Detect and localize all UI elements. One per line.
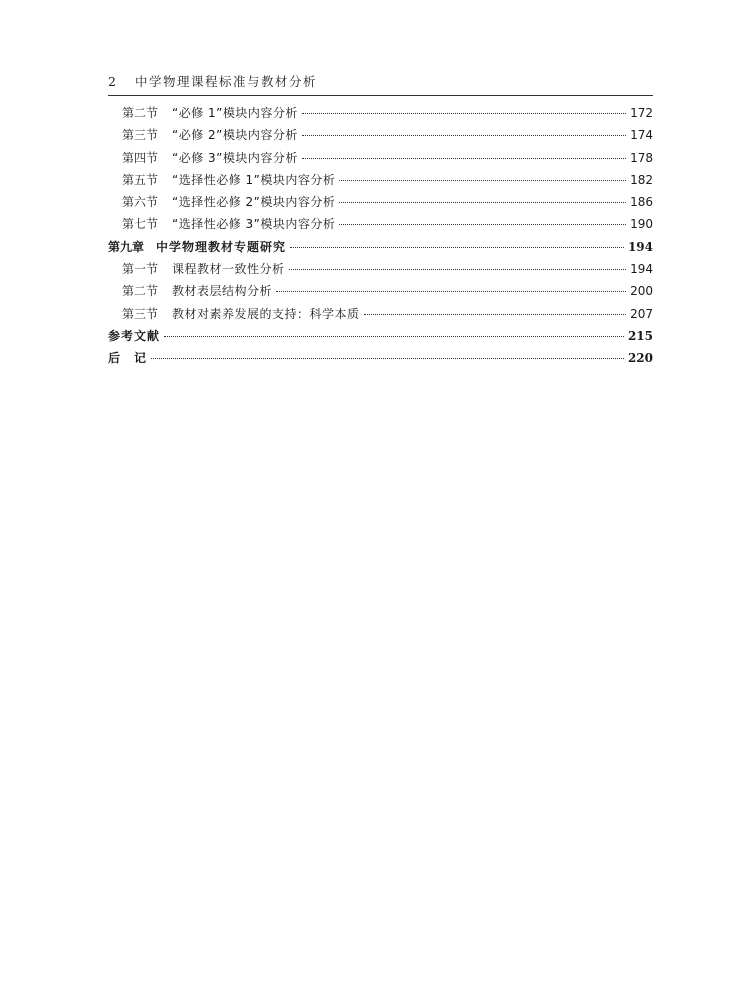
header-book-title: 中学物理课程标准与教材分析 — [134, 74, 317, 89]
toc-section-entry — [108, 282, 653, 304]
toc-entry-label — [122, 126, 298, 143]
running-header — [108, 72, 653, 92]
toc-entry-page: 194 — [630, 262, 653, 277]
toc-entry-number: 第七节 — [122, 217, 159, 232]
toc-leader-dots — [339, 202, 626, 203]
toc-entry-label — [122, 215, 335, 232]
toc-entry-title: “选择性必修 1”模块内容分析 — [172, 172, 336, 187]
toc-entry-label — [122, 104, 298, 121]
toc-entry-label — [122, 305, 360, 322]
toc-leader-dots — [302, 158, 626, 159]
toc-entry-label — [108, 349, 147, 366]
table-of-contents — [108, 104, 653, 372]
toc-section-entry — [108, 260, 653, 282]
toc-entry-title: “选择性必修 2”模块内容分析 — [172, 195, 336, 210]
toc-entry-title: “必修 2”模块内容分析 — [172, 128, 298, 143]
toc-leader-dots — [290, 247, 624, 248]
toc-section-entry — [108, 171, 653, 193]
toc-entry-number: 第六节 — [122, 195, 159, 210]
toc-entry-label — [108, 238, 286, 255]
toc-entry-number: 第九章 — [108, 239, 145, 254]
header-rule — [108, 95, 653, 96]
toc-entry-label — [122, 282, 272, 299]
header-page-number: 2 — [108, 74, 118, 89]
toc-section-entry — [108, 215, 653, 237]
toc-leader-dots — [276, 291, 626, 292]
toc-entry-page: 186 — [630, 195, 653, 210]
toc-section-entry — [108, 193, 653, 215]
toc-entry-title: 课程教材一致性分析 — [172, 262, 285, 277]
toc-entry-number: 第三节 — [122, 128, 159, 143]
toc-leader-dots — [339, 180, 626, 181]
toc-section-entry — [108, 149, 653, 171]
toc-entry-page: 220 — [627, 351, 653, 366]
toc-leader-dots — [289, 269, 627, 270]
toc-entry-page: 190 — [630, 217, 653, 232]
toc-entry-page: 172 — [630, 106, 653, 120]
toc-leader-dots — [164, 336, 624, 337]
toc-entry-label — [122, 260, 285, 277]
toc-entry-page: 207 — [630, 306, 653, 321]
toc-entry-number: 第五节 — [122, 172, 159, 187]
toc-entry-label — [122, 193, 335, 210]
toc-entry-page: 174 — [630, 128, 653, 143]
toc-chapter-entry — [108, 238, 653, 260]
toc-entry-number: 第三节 — [122, 306, 159, 321]
toc-entry-label — [108, 327, 160, 344]
toc-section-entry — [108, 126, 653, 148]
toc-entry-title: “必修 3”模块内容分析 — [172, 150, 298, 165]
toc-entry-title: 中学物理教材专题研究 — [156, 239, 287, 254]
toc-entry-page: 194 — [627, 239, 653, 254]
toc-entry-label — [122, 171, 335, 188]
toc-entry-page: 182 — [630, 172, 653, 187]
toc-entry-title: 参考文献 — [108, 328, 161, 343]
toc-leader-dots — [302, 113, 626, 114]
toc-leader-dots — [302, 135, 626, 136]
toc-entry-page: 215 — [627, 328, 653, 343]
toc-section-entry — [108, 305, 653, 327]
toc-entry-label — [122, 149, 298, 166]
toc-leader-dots — [151, 358, 624, 359]
toc-entry-title: 后 记 — [108, 351, 148, 366]
toc-leader-dots — [339, 224, 626, 225]
toc-entry-title: 教材表层结构分析 — [172, 284, 273, 299]
toc-leader-dots — [364, 314, 627, 315]
toc-entry-number: 第一节 — [122, 262, 159, 277]
toc-entry-page: 178 — [630, 150, 653, 165]
toc-section-entry — [108, 104, 653, 126]
toc-entry-number: 第二节 — [122, 284, 159, 299]
toc-entry-page: 200 — [630, 284, 653, 299]
toc-chapter-entry — [108, 327, 653, 349]
toc-entry-title: 教材对素养发展的支持：科学本质 — [172, 306, 360, 321]
toc-entry-title: “选择性必修 3”模块内容分析 — [172, 217, 336, 232]
toc-entry-title: “必修 1”模块内容分析 — [172, 106, 298, 120]
toc-entry-number: 第二节 — [122, 106, 159, 120]
toc-entry-number: 第四节 — [122, 150, 159, 165]
toc-chapter-entry — [108, 349, 653, 371]
